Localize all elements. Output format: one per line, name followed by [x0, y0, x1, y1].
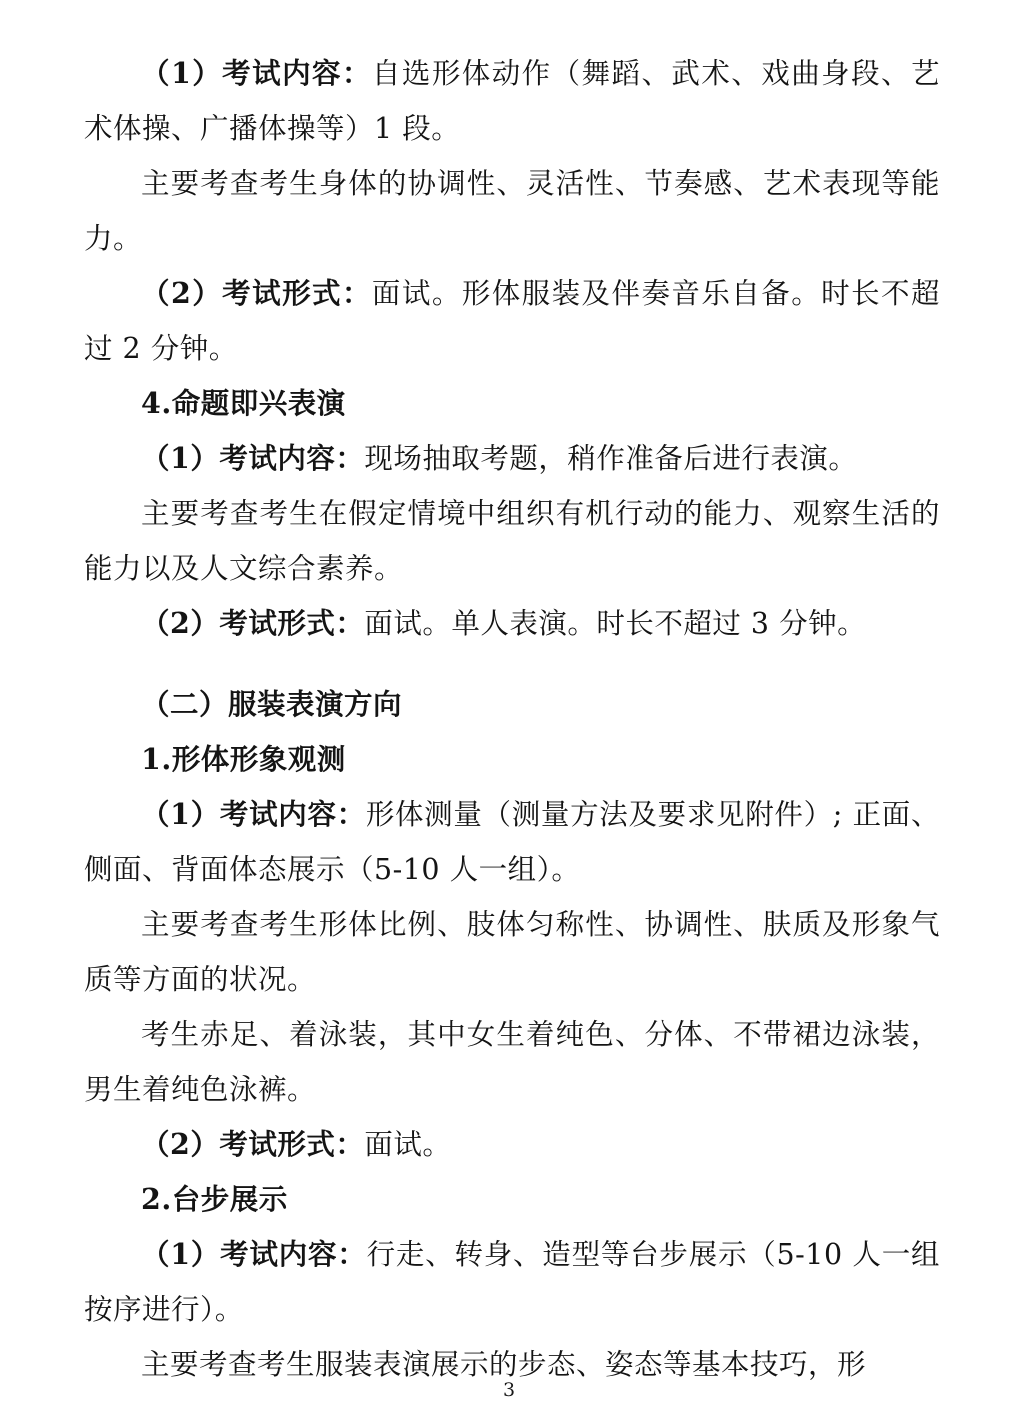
paragraph-text: 自选形体动作（舞蹈、武术、戏曲身段、艺术体操、广播体操等）1 段。 — [84, 57, 940, 145]
paragraph-exam-content-2 — [84, 431, 940, 486]
heading-item-2 — [84, 1172, 940, 1227]
heading-item-4 — [84, 376, 940, 431]
heading-text: 1.形体形象观测 — [141, 742, 346, 776]
label-exam-format: （2）考试形式： — [141, 606, 365, 640]
heading-text: （二）服装表演方向 — [141, 687, 403, 721]
paragraph-exam-format-1 — [84, 266, 940, 376]
paragraph-text: 主要考查考生在假定情境中组织有机行动的能力、观察生活的能力以及人文综合素养。 — [84, 497, 940, 585]
paragraph-attire-requirements — [84, 1007, 940, 1117]
paragraph-exam-format-2 — [84, 596, 940, 651]
paragraph-text: 行走、转身、造型等台步展示（5-10 人一组按序进行）。 — [84, 1238, 940, 1326]
paragraph-text: 主要考查考生身体的协调性、灵活性、节奏感、艺术表现等能力。 — [84, 167, 940, 255]
paragraph-assessment-1 — [84, 156, 940, 266]
label-exam-format: （2）考试形式： — [141, 1127, 365, 1161]
heading-item-1 — [84, 732, 940, 787]
paragraph-text: 形体测量（测量方法及要求见附件）; 正面、侧面、背面体态展示（5-10 人一组）。 — [84, 798, 940, 886]
paragraph-assessment-3 — [84, 897, 940, 1007]
label-exam-content: （1）考试内容： — [141, 1237, 367, 1271]
paragraph-exam-content-3 — [84, 787, 940, 897]
paragraph-exam-format-3 — [84, 1117, 940, 1172]
paragraph-text: 面试。 — [364, 1128, 452, 1161]
heading-section-2 — [84, 677, 940, 732]
paragraph-exam-content-4 — [84, 1227, 940, 1337]
label-exam-content: （1）考试内容： — [141, 56, 372, 90]
paragraph-exam-content-1 — [84, 46, 940, 156]
label-exam-content: （1）考试内容： — [141, 797, 366, 831]
document-body — [84, 46, 940, 1392]
paragraph-assessment-2 — [84, 486, 940, 596]
heading-text: 4.命题即兴表演 — [141, 386, 346, 420]
label-exam-content: （1）考试内容： — [141, 441, 365, 475]
paragraph-text: 面试。形体服装及伴奏音乐自备。时长不超过 2 分钟。 — [84, 277, 940, 365]
paragraph-text: 考生赤足、着泳装，其中女生着纯色、分体、不带裙边泳装，男生着纯色泳裤。 — [84, 1018, 940, 1106]
paragraph-text: 主要考查考生形体比例、肢体匀称性、协调性、肤质及形象气质等方面的状况。 — [84, 908, 940, 996]
paragraph-text: 主要考查考生服装表演展示的步态、姿态等基本技巧，形 — [141, 1348, 867, 1381]
page-number: 3 — [502, 1379, 516, 1401]
label-exam-format: （2）考试形式： — [141, 276, 372, 310]
paragraph-text: 现场抽取考题，稍作准备后进行表演。 — [364, 442, 858, 475]
paragraph-text: 面试。单人表演。时长不超过 3 分钟。 — [364, 607, 867, 640]
heading-text: 2.台步展示 — [141, 1182, 288, 1216]
